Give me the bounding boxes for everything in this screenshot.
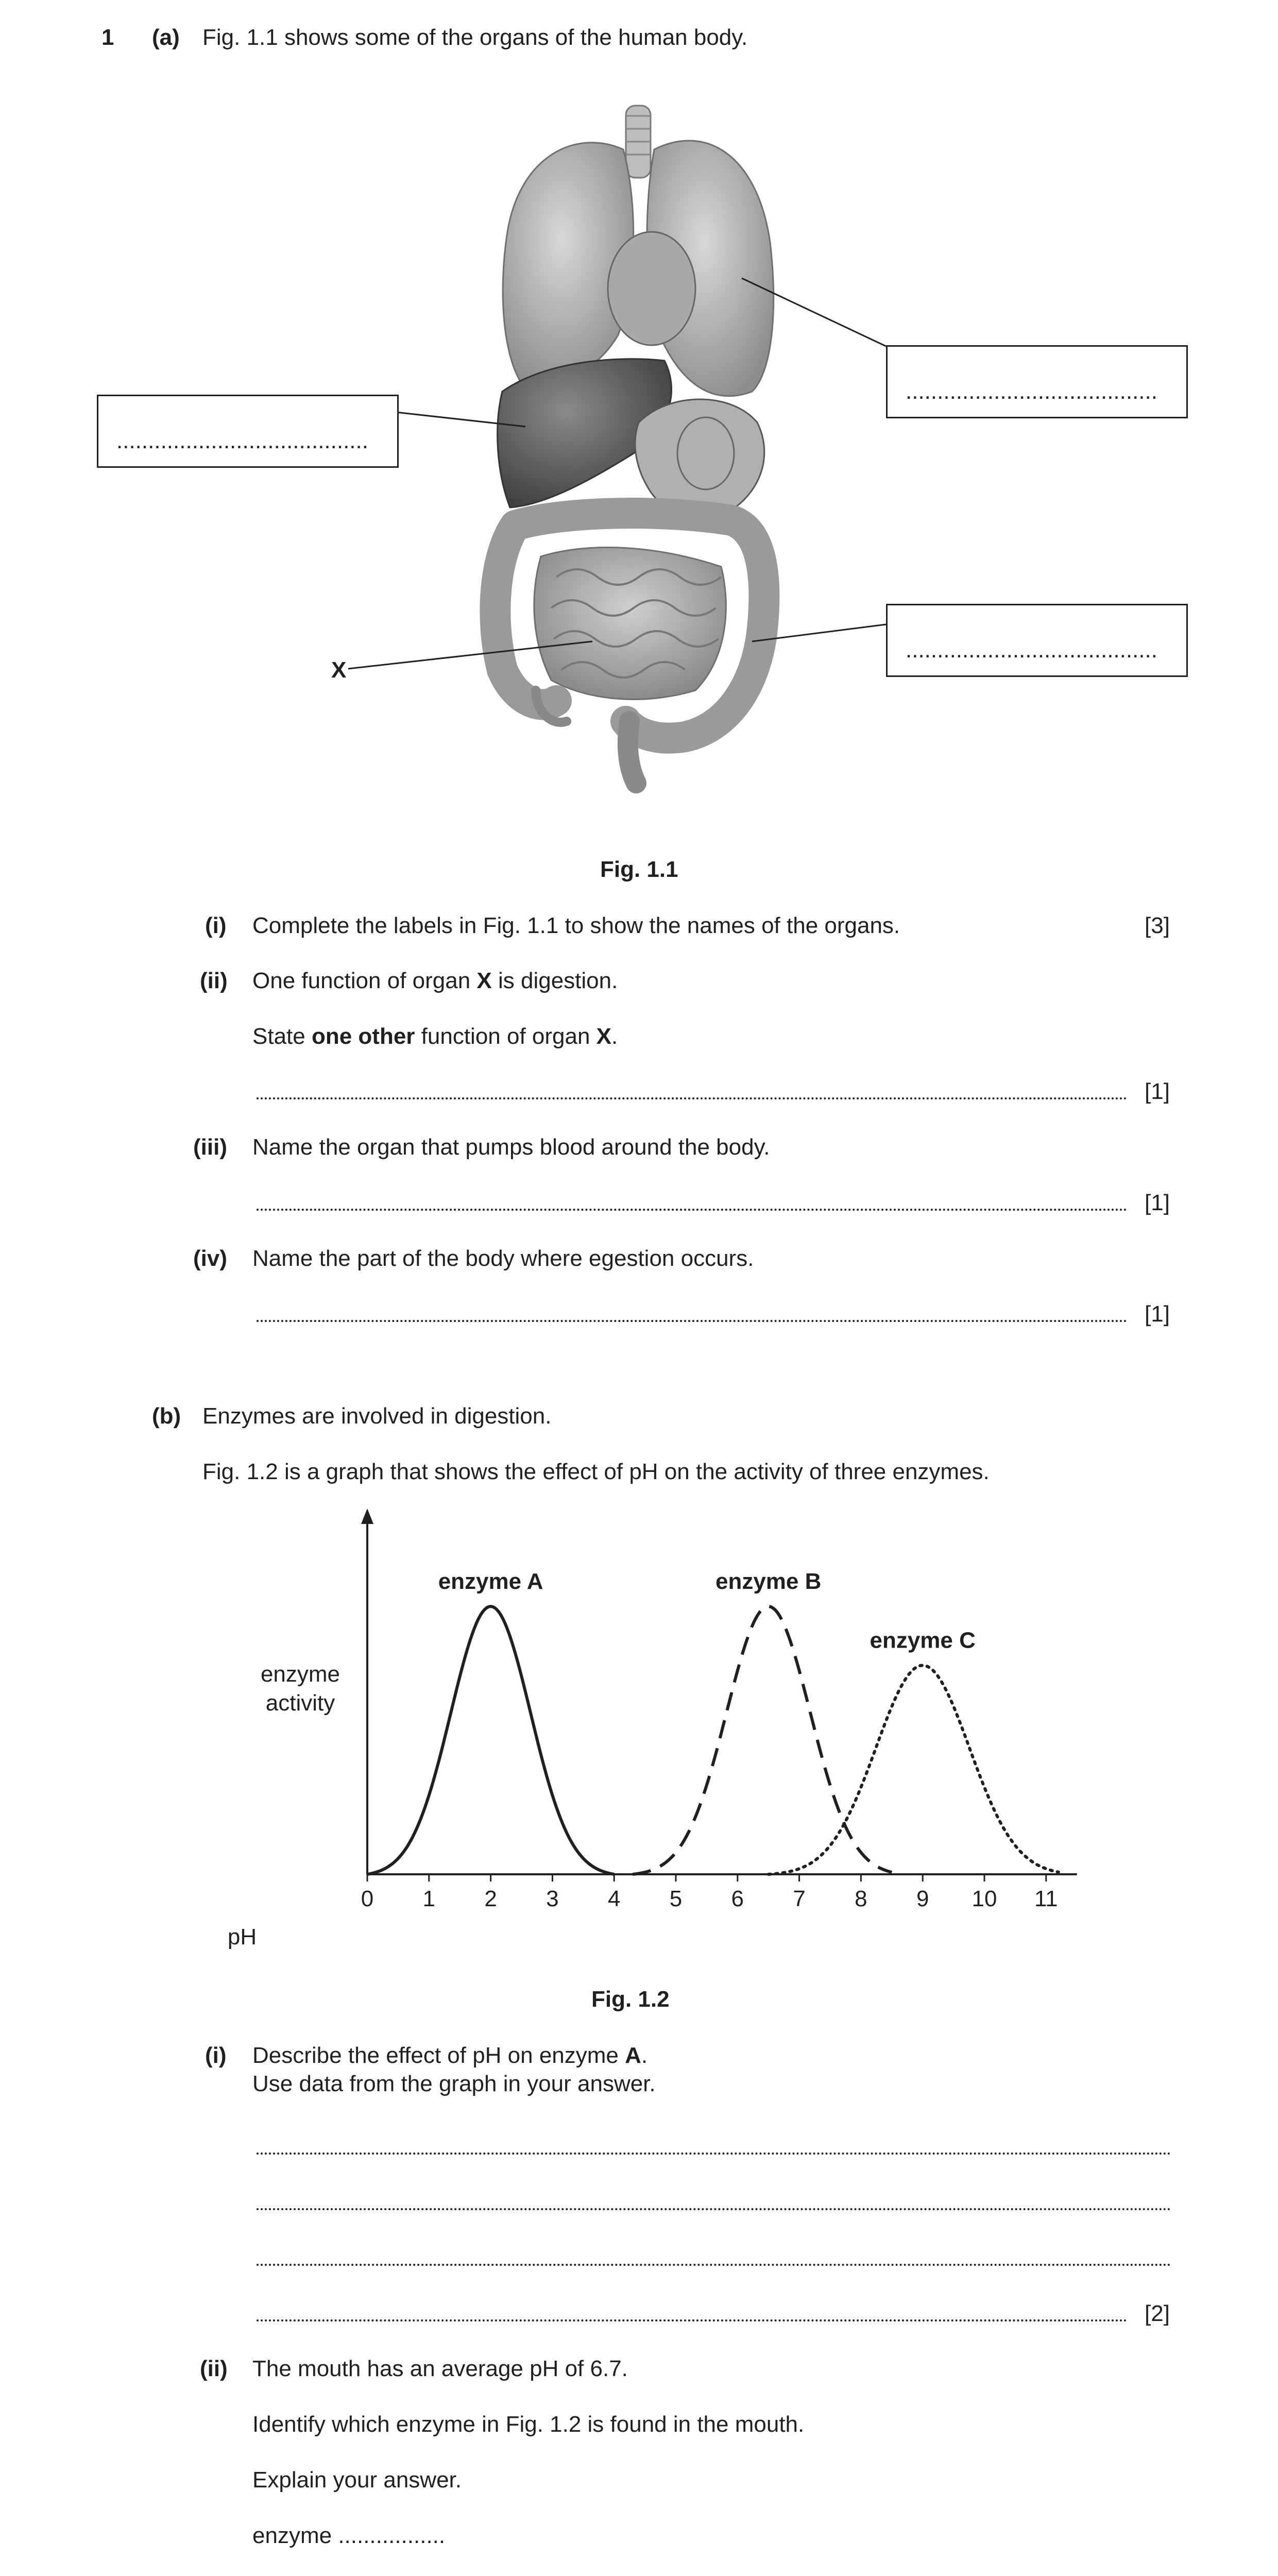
sub-b-i-marks: [2] xyxy=(1145,2301,1170,2326)
sub-b-i-line1-bold: A xyxy=(625,2043,641,2068)
series-curve-2 xyxy=(633,1606,892,1874)
answer-line-a-iv[interactable] xyxy=(257,1320,1127,1322)
series-label-2: enzyme B xyxy=(715,1569,822,1594)
sub-a-i-marks: [3] xyxy=(1145,913,1170,938)
label-box-bottom-right[interactable] xyxy=(886,604,1188,677)
series-curve-1 xyxy=(367,1606,614,1874)
x-tick-label: 1 xyxy=(422,1886,436,1911)
series-curve-3 xyxy=(769,1665,1059,1874)
answer-line-b-i-2[interactable] xyxy=(257,2208,1171,2210)
enzyme-activity-chart xyxy=(0,1494,1278,1968)
label-box-bottom-right-dots: ........................................ xyxy=(906,637,1157,663)
sub-a-iv-label: (iv) xyxy=(193,1246,227,1271)
x-tick-label: 11 xyxy=(1034,1886,1058,1911)
y-axis-title: enzyme activity xyxy=(260,1662,340,1716)
sub-b-i-label: (i) xyxy=(205,2043,227,2068)
answer-line-a-ii[interactable] xyxy=(257,1097,1127,1099)
x-axis-ticks xyxy=(361,1874,1058,1911)
sub-a-ii-line1-bold: X xyxy=(476,968,492,993)
part-b-label: (b) xyxy=(152,1403,181,1429)
label-box-top-right[interactable] xyxy=(886,345,1188,418)
x-tick-label: 10 xyxy=(972,1886,997,1911)
series-label-3: enzyme C xyxy=(870,1628,976,1653)
sub-a-ii-label: (ii) xyxy=(200,968,228,993)
sub-a-ii-line2-pre: State xyxy=(252,1024,312,1049)
sub-a-ii-line2-bold: one other xyxy=(311,1024,415,1049)
answer-line-a-iii[interactable] xyxy=(257,1209,1127,1211)
chart-axes xyxy=(361,1509,1077,1874)
x-tick-label: 9 xyxy=(916,1886,929,1911)
sub-a-ii-line1 xyxy=(252,968,618,994)
answer-line-b-i-1[interactable] xyxy=(257,2153,1171,2155)
x-tick-label: 8 xyxy=(855,1886,867,1911)
x-tick-label: 3 xyxy=(546,1886,559,1911)
x-axis-title: pH xyxy=(227,1924,257,1950)
sub-b-ii-line2: Identify which enzyme in Fig. 1.2 is found in the mouth. xyxy=(252,2412,805,2437)
sub-a-ii-marks: [1] xyxy=(1145,1079,1170,1104)
sub-a-ii-line2-bold2: X xyxy=(596,1024,612,1049)
sub-b-i-line1 xyxy=(252,2043,647,2069)
sub-b-ii-line3: Explain your answer. xyxy=(252,2467,462,2493)
sub-a-ii-line2 xyxy=(252,1024,618,1049)
sub-a-iii-marks: [1] xyxy=(1145,1190,1170,1215)
label-box-top-right-dots: ........................................ xyxy=(906,379,1157,404)
sub-b-ii-line1: The mouth has an average pH of 6.7. xyxy=(252,2356,628,2381)
answer-line-b-i-3[interactable] xyxy=(257,2264,1171,2266)
question-number: 1 xyxy=(101,25,114,50)
series-labels xyxy=(438,1569,976,1653)
x-tick-label: 5 xyxy=(669,1886,683,1911)
x-tick-label: 7 xyxy=(793,1886,806,1911)
enzyme-answer-dots[interactable]: ................. xyxy=(338,2523,446,2548)
part-a-intro: Fig. 1.1 shows some of the organs of the human body. xyxy=(202,25,748,50)
sub-a-iv-text: Name the part of the body where egestion occurs. xyxy=(252,1246,754,1271)
part-b-intro2: Fig. 1.2 is a graph that shows the effect of pH on the activity of three enzymes. xyxy=(202,1459,990,1484)
part-b-intro1: Enzymes are involved in digestion. xyxy=(202,1403,552,1429)
sub-a-iv-marks: [1] xyxy=(1145,1301,1170,1327)
sub-a-ii-line2-post: . xyxy=(611,1024,618,1049)
sub-b-i-line1-pre: Describe the effect of pH on enzyme xyxy=(252,2043,625,2068)
sub-a-iii-text: Name the organ that pumps blood around the body. xyxy=(252,1134,770,1160)
enzyme-answer-row xyxy=(252,2523,445,2549)
sub-a-iii-label: (iii) xyxy=(193,1134,227,1160)
enzyme-label: enzyme xyxy=(252,2523,332,2548)
fig-1-1-caption: Fig. 1.1 xyxy=(600,857,678,882)
x-tick-label: 4 xyxy=(607,1886,621,1911)
label-box-left-dots: ........................................ xyxy=(116,428,368,453)
x-tick-label: 6 xyxy=(731,1886,744,1911)
sub-b-i-line2: Use data from the graph in your answer. xyxy=(252,2071,656,2096)
sub-b-ii-label: (ii) xyxy=(200,2356,228,2381)
sub-a-ii-line1-post: is digestion. xyxy=(491,968,618,993)
part-a-label: (a) xyxy=(152,25,180,50)
sub-a-ii-line2-mid: function of organ xyxy=(415,1024,597,1049)
x-tick-label: 2 xyxy=(484,1886,497,1911)
organ-x-label: X xyxy=(331,657,347,683)
sub-b-i-line1-post: . xyxy=(641,2043,648,2068)
label-box-left[interactable] xyxy=(97,395,399,468)
sub-a-i-text: Complete the labels in Fig. 1.1 to show the names of the organs. xyxy=(252,913,900,938)
fig-1-2-caption: Fig. 1.2 xyxy=(591,1987,670,2012)
x-tick-label: 0 xyxy=(361,1886,374,1911)
answer-line-b-i-4[interactable] xyxy=(257,2319,1127,2321)
y-axis-arrow xyxy=(361,1509,373,1524)
sub-a-ii-line1-pre: One function of organ xyxy=(252,968,477,993)
series-label-1: enzyme A xyxy=(438,1569,543,1594)
sub-a-i-label: (i) xyxy=(205,913,227,938)
